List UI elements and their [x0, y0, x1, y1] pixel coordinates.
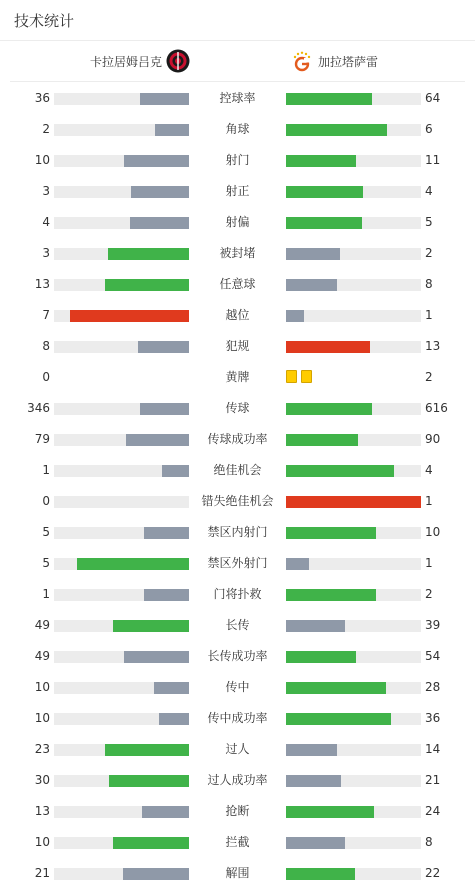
- away-team[interactable]: [290, 49, 378, 73]
- home-value: 2: [42, 122, 50, 136]
- home-bar-fill: [124, 155, 189, 167]
- away-bar-track: [286, 558, 421, 570]
- yellow-card-icon: [286, 370, 297, 383]
- home-bar-track: [54, 868, 189, 880]
- home-bar-fill: [154, 682, 189, 694]
- stat-row: [0, 579, 475, 610]
- stat-row: [0, 145, 475, 176]
- home-bar-fill: [131, 186, 189, 198]
- stat-row: [0, 207, 475, 238]
- stat-row: [0, 548, 475, 579]
- away-bar-fill: [286, 744, 337, 756]
- home-value: 13: [34, 804, 50, 818]
- away-bar-fill: [286, 248, 340, 260]
- away-value: 616: [425, 401, 448, 415]
- away-bar-track: [286, 434, 421, 446]
- away-bar-fill: [286, 279, 337, 291]
- away-value: 6: [425, 122, 433, 136]
- home-value: 10: [34, 153, 50, 167]
- stat-label: 长传: [225, 618, 250, 632]
- home-bar-fill: [155, 124, 189, 136]
- home-bar-track: [54, 186, 189, 198]
- home-value: 3: [42, 184, 50, 198]
- home-bar-fill: [113, 620, 189, 632]
- fatih-karagumruk-crest-icon: [166, 49, 190, 73]
- home-bar-fill: [140, 93, 189, 105]
- home-bar-fill: [126, 434, 189, 446]
- home-bar-track: [54, 744, 189, 756]
- away-value: 21: [425, 773, 441, 787]
- stat-row: [0, 672, 475, 703]
- home-bar-fill: [77, 558, 189, 570]
- away-bar-fill: [286, 434, 358, 446]
- home-value: 346: [27, 401, 50, 415]
- home-value: 0: [42, 370, 50, 384]
- stat-row: [0, 486, 475, 517]
- home-team-name: 卡拉居姆吕克: [89, 54, 162, 69]
- home-bar-fill: [142, 806, 189, 818]
- header-bar: [0, 0, 475, 41]
- home-bar-track: [54, 682, 189, 694]
- stat-row: [0, 734, 475, 765]
- stat-row: [0, 238, 475, 269]
- stat-label: 禁区外射门: [207, 556, 268, 570]
- away-value: 22: [425, 866, 441, 880]
- home-value: 30: [34, 773, 50, 787]
- stat-label: 抢断: [225, 804, 250, 818]
- stat-label: 错失绝佳机会: [201, 494, 274, 508]
- stat-row: [0, 703, 475, 734]
- away-bar-fill: [286, 124, 387, 136]
- home-bar-track: [54, 155, 189, 167]
- stat-label: 传中成功率: [207, 711, 268, 725]
- away-value: 90: [425, 432, 441, 446]
- stat-label: 越位: [225, 308, 250, 322]
- away-value: 24: [425, 804, 441, 818]
- stat-row: [0, 610, 475, 641]
- away-bar-fill: [286, 341, 370, 353]
- stat-row: [0, 796, 475, 827]
- home-value: 36: [34, 91, 50, 105]
- away-bar-track: [286, 124, 421, 136]
- home-bar-fill: [124, 651, 189, 663]
- away-bar-fill: [286, 682, 386, 694]
- stat-label: 长传成功率: [207, 649, 268, 663]
- away-team-name: 加拉塔萨雷: [318, 54, 379, 69]
- stat-label: 被封堵: [219, 246, 256, 260]
- home-bar-track: [54, 713, 189, 725]
- home-value: 13: [34, 277, 50, 291]
- away-bar-fill: [286, 837, 345, 849]
- home-bar-fill: [140, 403, 189, 415]
- stat-label: 禁区内射门: [207, 525, 268, 539]
- home-bar-fill: [105, 279, 189, 291]
- home-bar-track: [54, 341, 189, 353]
- away-value: 1: [425, 556, 433, 570]
- away-bar-track: [286, 155, 421, 167]
- stat-label: 射门: [225, 153, 250, 167]
- home-value: 3: [42, 246, 50, 260]
- away-bar-track: [286, 341, 421, 353]
- home-value: 1: [42, 463, 50, 477]
- away-value: 4: [425, 463, 433, 477]
- stat-label: 任意球: [219, 277, 256, 291]
- home-bar-fill: [159, 713, 189, 725]
- home-value: 21: [34, 866, 50, 880]
- away-value: 2: [425, 370, 433, 384]
- home-bar-track: [54, 124, 189, 136]
- away-bar-track: [286, 620, 421, 632]
- away-bar-fill: [286, 527, 376, 539]
- home-bar-track: [54, 620, 189, 632]
- away-value: 2: [425, 587, 433, 601]
- home-bar-fill: [138, 341, 189, 353]
- away-value: 28: [425, 680, 441, 694]
- home-bar-track: [54, 434, 189, 446]
- away-bar-track: [286, 279, 421, 291]
- stat-label: 传球: [225, 401, 250, 415]
- home-value: 23: [34, 742, 50, 756]
- away-bar-track: [286, 186, 421, 198]
- stat-row: [0, 269, 475, 300]
- home-value: 10: [34, 711, 50, 725]
- away-bar-fill: [286, 93, 372, 105]
- away-value: 36: [425, 711, 441, 725]
- away-bar-track: [286, 496, 421, 508]
- home-bar-track: [54, 279, 189, 291]
- away-value: 39: [425, 618, 441, 632]
- away-bar-track: [286, 837, 421, 849]
- away-bar-fill: [286, 465, 394, 477]
- away-bar-track: [286, 527, 421, 539]
- away-bar-fill: [286, 775, 341, 787]
- stat-row: [0, 424, 475, 455]
- stat-label: 射正: [225, 184, 250, 198]
- home-bar-track: [54, 217, 189, 229]
- away-bar-fill: [286, 868, 355, 880]
- home-bar-track: [54, 310, 189, 322]
- stat-label: 传球成功率: [207, 432, 268, 446]
- away-bar-fill: [286, 310, 304, 322]
- stat-label: 控球率: [219, 91, 256, 105]
- home-bar-track: [54, 93, 189, 105]
- home-team[interactable]: [90, 49, 190, 73]
- home-value: 0: [42, 494, 50, 508]
- stat-label: 解围: [225, 866, 250, 880]
- home-bar-fill: [144, 589, 189, 601]
- stat-label: 黄牌: [225, 370, 250, 384]
- away-bar-track: [286, 775, 421, 787]
- stat-label: 门将扑救: [213, 587, 262, 601]
- away-bar-fill: [286, 651, 356, 663]
- home-bar-track: [54, 558, 189, 570]
- stat-label: 角球: [225, 122, 250, 136]
- home-bar-fill: [130, 217, 189, 229]
- away-value: 64: [425, 91, 441, 105]
- teams-header: [10, 41, 465, 82]
- home-value: 49: [34, 618, 50, 632]
- stat-row: [0, 858, 475, 889]
- stat-row: [0, 455, 475, 486]
- home-bar-fill: [162, 465, 189, 477]
- page-title: 技术统计: [14, 11, 75, 30]
- away-bar-track: [286, 682, 421, 694]
- away-value: 13: [425, 339, 441, 353]
- stat-row: [0, 393, 475, 424]
- away-bar-fill: [286, 496, 421, 508]
- away-value: 11: [425, 153, 441, 167]
- stat-label: 传中: [225, 680, 250, 694]
- away-value: 2: [425, 246, 433, 260]
- away-bar-fill: [286, 155, 356, 167]
- home-bar-track: [54, 775, 189, 787]
- away-bar-fill: [286, 620, 345, 632]
- stat-label: 拦截: [225, 835, 250, 849]
- away-bar-track: [286, 651, 421, 663]
- galatasaray-crest-icon: [290, 49, 314, 73]
- away-yellow-cards: [286, 370, 312, 383]
- home-bar-track: [54, 651, 189, 663]
- stat-row: [0, 362, 475, 393]
- home-bar-track: [54, 589, 189, 601]
- away-bar-track: [286, 93, 421, 105]
- away-bar-fill: [286, 217, 362, 229]
- away-value: 1: [425, 308, 433, 322]
- home-bar-track: [54, 465, 189, 477]
- stat-label: 过人成功率: [207, 773, 268, 787]
- away-value: 10: [425, 525, 441, 539]
- stat-label: 射偏: [225, 215, 250, 229]
- home-bar-track: [54, 496, 189, 508]
- away-bar-track: [286, 744, 421, 756]
- home-value: 7: [42, 308, 50, 322]
- home-bar-track: [54, 248, 189, 260]
- home-value: 10: [34, 835, 50, 849]
- home-value: 4: [42, 215, 50, 229]
- stat-row: [0, 331, 475, 362]
- stat-row: [0, 176, 475, 207]
- home-value: 10: [34, 680, 50, 694]
- stat-label: 过人: [225, 742, 250, 756]
- home-bar-fill: [113, 837, 189, 849]
- stat-row: [0, 641, 475, 672]
- home-bar-track: [54, 403, 189, 415]
- home-bar-fill: [123, 868, 189, 880]
- home-value: 5: [42, 525, 50, 539]
- home-value: 1: [42, 587, 50, 601]
- home-bar-track: [54, 527, 189, 539]
- home-value: 5: [42, 556, 50, 570]
- away-value: 4: [425, 184, 433, 198]
- away-bar-track: [286, 310, 421, 322]
- stat-label: 绝佳机会: [213, 463, 262, 477]
- stat-label: 犯规: [225, 339, 250, 353]
- stat-row: [0, 83, 475, 114]
- away-value: 1: [425, 494, 433, 508]
- away-bar-track: [286, 248, 421, 260]
- home-bar-fill: [105, 744, 189, 756]
- stat-row: [0, 300, 475, 331]
- stat-row: [0, 827, 475, 858]
- home-value: 8: [42, 339, 50, 353]
- away-bar-track: [286, 868, 421, 880]
- away-value: 54: [425, 649, 441, 663]
- away-bar-track: [286, 465, 421, 477]
- yellow-card-icon: [301, 370, 312, 383]
- home-bar-track: [54, 837, 189, 849]
- away-bar-track: [286, 403, 421, 415]
- away-value: 5: [425, 215, 433, 229]
- home-bar-fill: [109, 775, 189, 787]
- home-bar-fill: [70, 310, 189, 322]
- away-value: 8: [425, 835, 433, 849]
- home-bar-track: [54, 806, 189, 818]
- away-bar-track: [286, 713, 421, 725]
- away-bar-fill: [286, 806, 374, 818]
- stat-row: [0, 765, 475, 796]
- away-bar-fill: [286, 403, 372, 415]
- home-bar-fill: [144, 527, 189, 539]
- away-bar-fill: [286, 713, 391, 725]
- away-bar-fill: [286, 558, 309, 570]
- home-value: 49: [34, 649, 50, 663]
- stat-row: [0, 517, 475, 548]
- home-value: 79: [34, 432, 50, 446]
- away-bar-track: [286, 806, 421, 818]
- away-bar-fill: [286, 589, 376, 601]
- away-value: 14: [425, 742, 441, 756]
- away-value: 8: [425, 277, 433, 291]
- away-bar-track: [286, 217, 421, 229]
- away-bar-fill: [286, 186, 363, 198]
- home-bar-fill: [108, 248, 189, 260]
- stat-row: [0, 114, 475, 145]
- away-bar-track: [286, 589, 421, 601]
